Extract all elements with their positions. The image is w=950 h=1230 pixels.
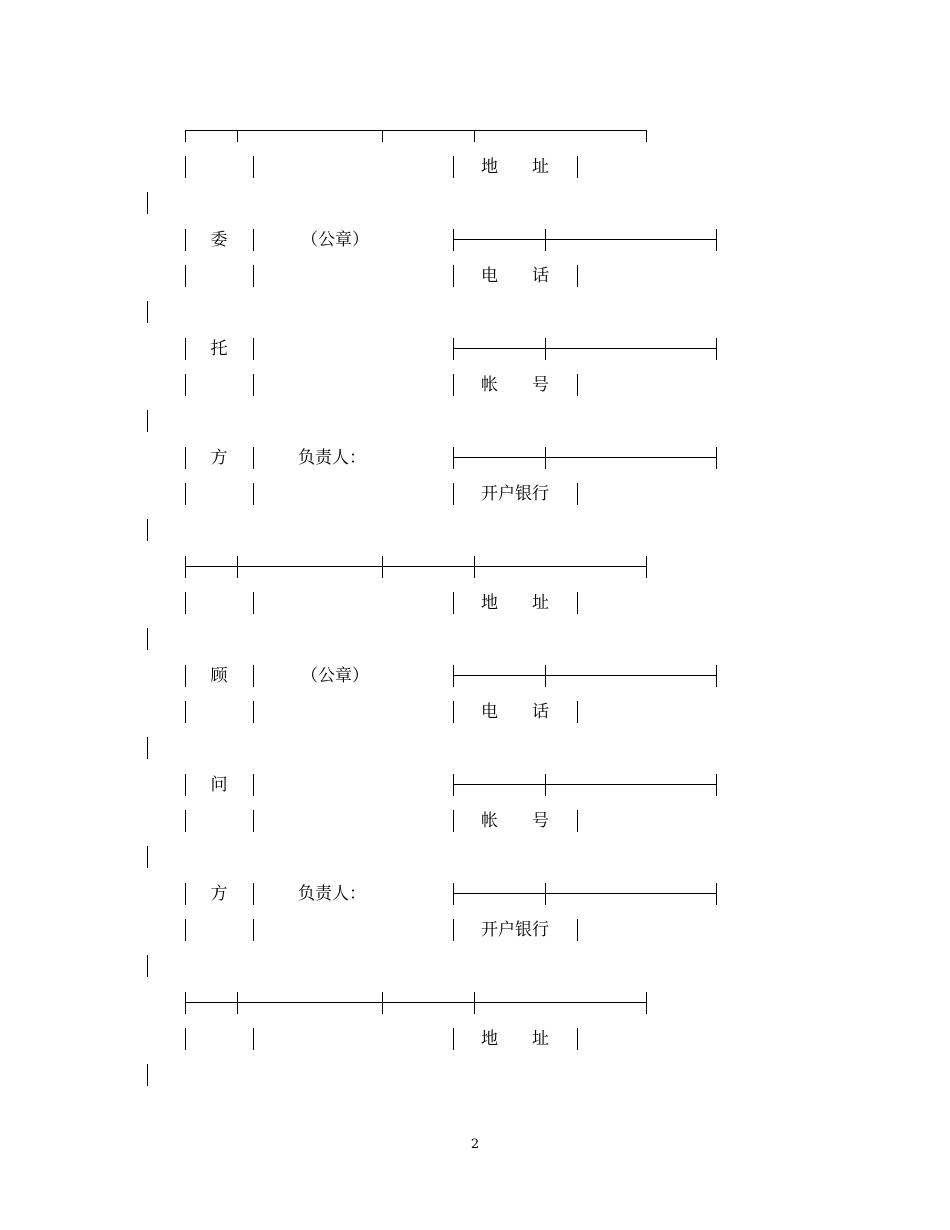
cell-border bbox=[253, 701, 254, 723]
margin-border bbox=[147, 737, 148, 759]
party-char: 顾 bbox=[210, 666, 228, 686]
cell-border bbox=[453, 265, 454, 287]
cell-border bbox=[253, 919, 254, 941]
table-border bbox=[185, 1002, 646, 1003]
cell-border bbox=[577, 374, 578, 396]
cell-border bbox=[253, 810, 254, 832]
cell-border bbox=[185, 229, 186, 251]
cell-border bbox=[577, 156, 578, 178]
account-label: 帐 号 bbox=[481, 811, 549, 831]
seal-label: （公章） bbox=[301, 666, 369, 686]
tick bbox=[474, 556, 475, 578]
tick bbox=[646, 992, 647, 1014]
margin-border bbox=[147, 192, 148, 214]
margin-border bbox=[147, 301, 148, 323]
tick bbox=[237, 130, 238, 142]
tick bbox=[474, 130, 475, 142]
account-label: 帐 号 bbox=[481, 375, 549, 395]
table-border-top bbox=[185, 130, 646, 131]
cell-border bbox=[253, 229, 254, 251]
cell-border bbox=[185, 919, 186, 941]
cell-border bbox=[185, 665, 186, 687]
tick bbox=[545, 447, 546, 469]
address-label: 地 址 bbox=[481, 157, 549, 177]
tick bbox=[382, 556, 383, 578]
tick bbox=[716, 447, 717, 469]
party-char: 方 bbox=[210, 884, 228, 904]
field-line bbox=[453, 239, 716, 240]
tick bbox=[453, 447, 454, 469]
cell-border bbox=[253, 156, 254, 178]
cell-border bbox=[577, 701, 578, 723]
tick bbox=[382, 130, 383, 142]
field-line bbox=[453, 457, 716, 458]
cell-border bbox=[577, 265, 578, 287]
cell-border bbox=[453, 919, 454, 941]
margin-border bbox=[147, 846, 148, 868]
seal-label: （公章） bbox=[301, 230, 369, 250]
address-label: 地 址 bbox=[481, 593, 549, 613]
cell-border bbox=[453, 156, 454, 178]
cell-border bbox=[185, 483, 186, 505]
field-line bbox=[453, 893, 716, 894]
cell-border bbox=[185, 883, 186, 905]
party-char: 委 bbox=[210, 230, 228, 250]
margin-border bbox=[147, 955, 148, 977]
cell-border bbox=[185, 447, 186, 469]
cell-border bbox=[577, 592, 578, 614]
cell-border bbox=[253, 483, 254, 505]
cell-border bbox=[253, 338, 254, 360]
person-in-charge-label: 负责人： bbox=[298, 448, 366, 468]
margin-border bbox=[147, 410, 148, 432]
party-char: 托 bbox=[210, 339, 228, 359]
cell-border bbox=[253, 265, 254, 287]
cell-border bbox=[453, 483, 454, 505]
bank-label: 开户银行 bbox=[481, 484, 549, 504]
tick bbox=[185, 556, 186, 578]
tick bbox=[453, 338, 454, 360]
cell-border bbox=[185, 592, 186, 614]
cell-border bbox=[253, 374, 254, 396]
cell-border bbox=[185, 156, 186, 178]
person-in-charge-label: 负责人： bbox=[298, 884, 366, 904]
bank-label: 开户银行 bbox=[481, 920, 549, 940]
cell-border bbox=[577, 810, 578, 832]
cell-border bbox=[253, 592, 254, 614]
margin-border bbox=[147, 1064, 148, 1086]
field-line bbox=[453, 784, 716, 785]
cell-border bbox=[453, 374, 454, 396]
cell-border bbox=[453, 592, 454, 614]
table-border bbox=[185, 566, 646, 567]
tick bbox=[237, 556, 238, 578]
tick bbox=[453, 665, 454, 687]
cell-border bbox=[253, 774, 254, 796]
cell-border bbox=[453, 810, 454, 832]
tick bbox=[382, 992, 383, 1014]
cell-border bbox=[453, 1028, 454, 1050]
cell-border bbox=[453, 701, 454, 723]
cell-border bbox=[185, 810, 186, 832]
tick bbox=[453, 883, 454, 905]
field-line bbox=[453, 675, 716, 676]
tick bbox=[453, 774, 454, 796]
tick bbox=[545, 229, 546, 251]
cell-border bbox=[253, 1028, 254, 1050]
phone-label: 电 话 bbox=[481, 266, 549, 286]
tick bbox=[545, 338, 546, 360]
phone-label: 电 话 bbox=[481, 702, 549, 722]
margin-border bbox=[147, 519, 148, 541]
cell-border bbox=[185, 1028, 186, 1050]
party-char: 问 bbox=[210, 775, 228, 795]
tick bbox=[185, 130, 186, 142]
cell-border bbox=[185, 265, 186, 287]
tick bbox=[716, 883, 717, 905]
tick bbox=[716, 774, 717, 796]
party-char: 方 bbox=[210, 448, 228, 468]
cell-border bbox=[185, 374, 186, 396]
tick bbox=[185, 992, 186, 1014]
cell-border bbox=[253, 883, 254, 905]
cell-border bbox=[253, 447, 254, 469]
cell-border bbox=[253, 665, 254, 687]
margin-border bbox=[147, 628, 148, 650]
cell-border bbox=[185, 774, 186, 796]
tick bbox=[545, 774, 546, 796]
tick bbox=[716, 229, 717, 251]
tick bbox=[716, 665, 717, 687]
tick bbox=[237, 992, 238, 1014]
cell-border bbox=[577, 1028, 578, 1050]
field-line bbox=[453, 348, 716, 349]
cell-border bbox=[577, 483, 578, 505]
cell-border bbox=[185, 701, 186, 723]
tick bbox=[545, 883, 546, 905]
page-number: 2 bbox=[470, 1137, 480, 1152]
cell-border bbox=[185, 338, 186, 360]
tick bbox=[474, 992, 475, 1014]
tick bbox=[716, 338, 717, 360]
tick bbox=[453, 229, 454, 251]
tick bbox=[646, 556, 647, 578]
address-label: 地 址 bbox=[481, 1029, 549, 1049]
tick bbox=[646, 130, 647, 142]
tick bbox=[545, 665, 546, 687]
cell-border bbox=[577, 919, 578, 941]
